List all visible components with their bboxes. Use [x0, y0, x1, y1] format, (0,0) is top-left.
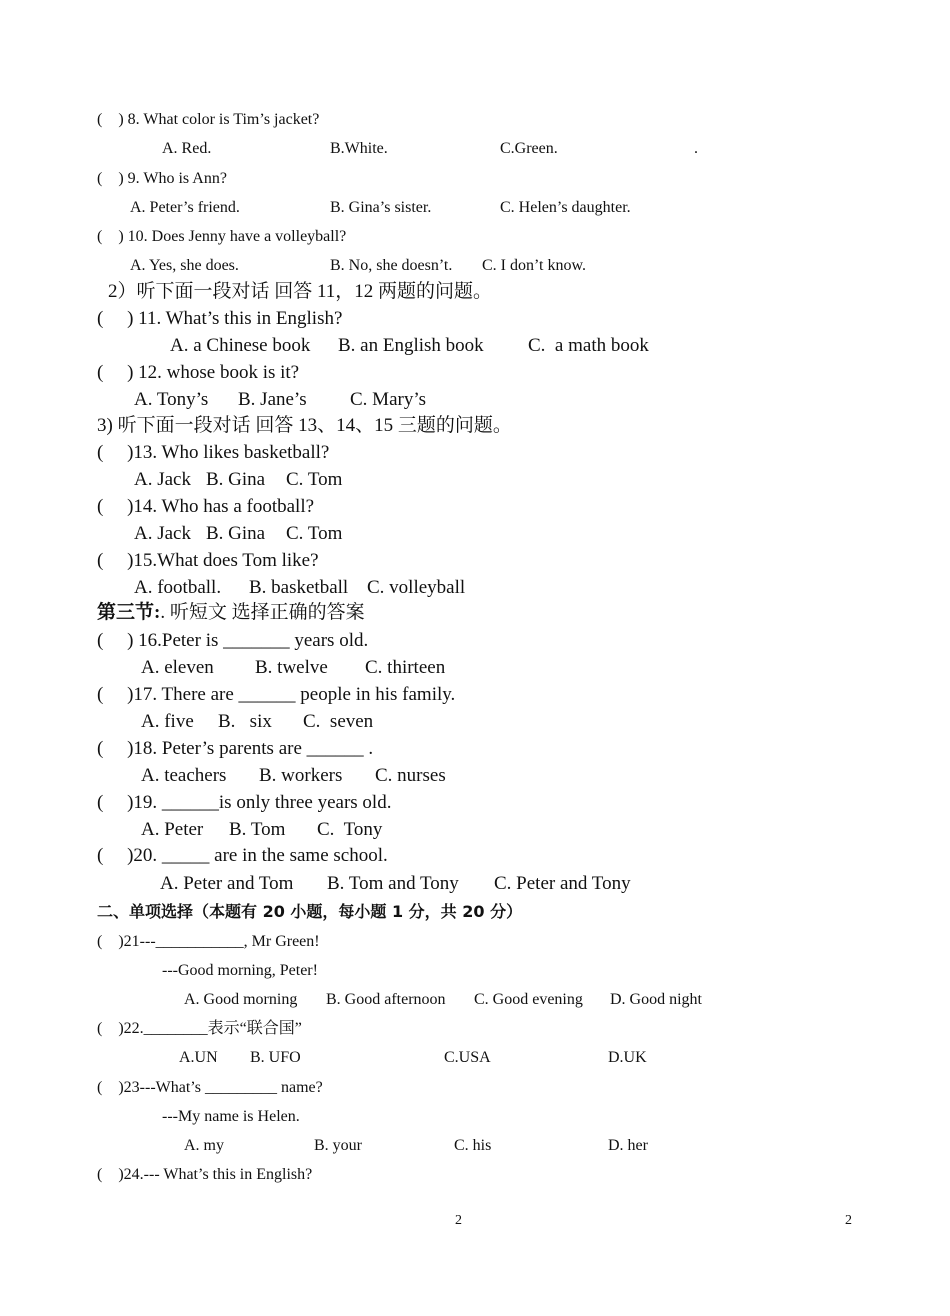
- question-stem: ( ) 11. What’s this in English?: [97, 308, 343, 329]
- answer-option: B. basketball: [249, 577, 349, 598]
- answer-option: B. six: [218, 711, 272, 732]
- answer-option: B. Gina: [206, 469, 266, 490]
- question-stem: ( )14. Who has a football?: [97, 496, 315, 517]
- question-stem: ( )19. ______is only three years old.: [97, 792, 392, 813]
- answer-option: C. Tom: [286, 523, 343, 544]
- section-label: 第三节:: [97, 602, 161, 623]
- answer-option: A. Yes, she does.: [130, 257, 239, 274]
- answer-option: C. Helen’s daughter.: [500, 199, 631, 216]
- answer-option: A. Jack: [134, 469, 191, 490]
- answer-option: C. Good evening: [474, 991, 583, 1008]
- question-stem: ( )20. _____ are in the same school.: [97, 845, 388, 866]
- answer-option: B. Gina: [206, 523, 266, 544]
- question-stem: 3) 听下面一段对话 回答 13、14、15 三题的问题。: [97, 415, 512, 436]
- answer-option: B. Tom and Tony: [327, 873, 459, 894]
- answer-option: C. seven: [303, 711, 374, 732]
- question-stem: ( ) 10. Does Jenny have a volleyball?: [97, 228, 347, 245]
- answer-option: A. eleven: [141, 657, 214, 678]
- answer-option: A. Tony’s: [134, 389, 209, 410]
- answer-option: C. thirteen: [365, 657, 446, 678]
- answer-option: B. No, she doesn’t.: [330, 257, 453, 274]
- question-stem: ( ) 16.Peter is _______ years old.: [97, 630, 369, 651]
- section-heading: 二、单项选择（本题有 20 小题，每小题 1 分，共 20 分）: [97, 902, 523, 921]
- answer-option: D. Good night: [610, 991, 702, 1008]
- question-stem: ( )13. Who likes basketball?: [97, 442, 330, 463]
- answer-option: B. Good afternoon: [326, 991, 446, 1008]
- answer-option: A. football.: [134, 577, 222, 598]
- answer-option: .: [694, 140, 698, 157]
- answer-option: B. Gina’s sister.: [330, 199, 432, 216]
- question-stem: ( ) 12. whose book is it?: [97, 362, 300, 383]
- answer-option: B.White.: [330, 140, 388, 157]
- answer-option: B. UFO: [250, 1049, 301, 1066]
- dialogue-reply: ---Good morning, Peter!: [162, 962, 318, 979]
- answer-option: C.USA: [444, 1049, 491, 1066]
- answer-option: A.UN: [179, 1049, 218, 1066]
- answer-option: A. my: [184, 1137, 224, 1154]
- answer-option: A. teachers: [141, 765, 227, 786]
- question-stem: 2）听下面一段对话 回答 11，12 两题的问题。: [108, 281, 493, 302]
- answer-option: C. a math book: [528, 335, 649, 356]
- answer-option: C. Tony: [317, 819, 383, 840]
- question-stem: ( ) 9. Who is Ann?: [97, 170, 227, 187]
- answer-option: D. her: [608, 1137, 648, 1154]
- answer-option: B. an English book: [338, 335, 484, 356]
- answer-option: A. a Chinese book: [170, 335, 311, 356]
- answer-option: B. your: [314, 1137, 362, 1154]
- question-stem: ( )24.--- What’s this in English?: [97, 1166, 313, 1183]
- page-number-center: 2: [455, 1213, 462, 1228]
- question-stem: ( )22.________表示“联合国”: [97, 1020, 302, 1037]
- dialogue-reply: ---My name is Helen.: [162, 1108, 300, 1125]
- answer-option: B. twelve: [255, 657, 328, 678]
- answer-option: C. nurses: [375, 765, 446, 786]
- answer-option: A. Red.: [162, 140, 212, 157]
- answer-option: B. Jane’s: [238, 389, 307, 410]
- question-stem: ( ) 8. What color is Tim’s jacket?: [97, 111, 320, 128]
- answer-option: C. Tom: [286, 469, 343, 490]
- page-number-right: 2: [845, 1213, 852, 1228]
- question-stem: ( )15.What does Tom like?: [97, 550, 319, 571]
- answer-option: A. Jack: [134, 523, 191, 544]
- answer-option: C. Peter and Tony: [494, 873, 631, 894]
- section-instruction: . 听短文 选择正确的答案: [160, 602, 365, 623]
- answer-option: A. Peter and Tom: [160, 873, 294, 894]
- answer-option: A. Peter’s friend.: [130, 199, 240, 216]
- answer-option: A. Good morning: [184, 991, 298, 1008]
- answer-option: C. Mary’s: [350, 389, 426, 410]
- question-stem: ( )21---___________, Mr Green!: [97, 933, 320, 950]
- question-stem: ( )17. There are ______ people in his family.: [97, 684, 456, 705]
- answer-option: C. his: [454, 1137, 492, 1154]
- answer-option: A. five: [141, 711, 194, 732]
- answer-option: B. Tom: [229, 819, 286, 840]
- answer-option: C. I don’t know.: [482, 257, 586, 274]
- answer-option: C.Green.: [500, 140, 558, 157]
- answer-option: D.UK: [608, 1049, 647, 1066]
- answer-option: C. volleyball: [367, 577, 466, 598]
- question-stem: ( )18. Peter’s parents are ______ .: [97, 738, 374, 759]
- answer-option: A. Peter: [141, 819, 204, 840]
- question-stem: ( )23---What’s _________ name?: [97, 1079, 323, 1096]
- section-title: [97, 603, 365, 622]
- answer-option: B. workers: [259, 765, 343, 786]
